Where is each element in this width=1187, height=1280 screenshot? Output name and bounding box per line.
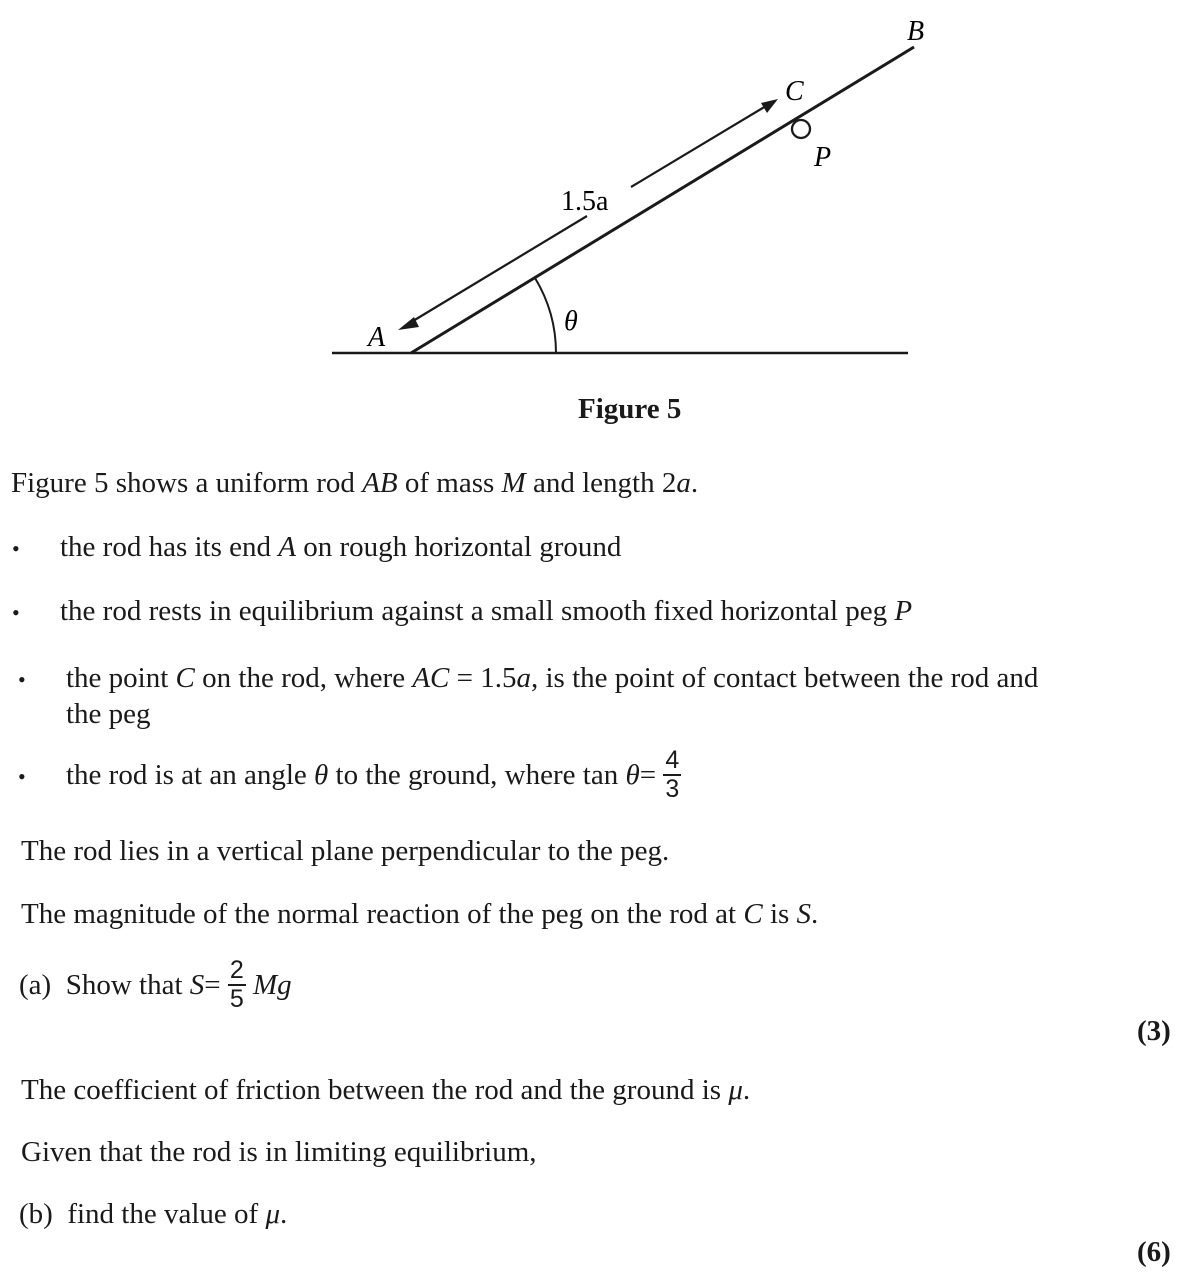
intro-ab: AB (362, 467, 398, 499)
bullet-3-eq: = 1.5 (449, 662, 517, 694)
bullet-1 (60, 530, 621, 564)
part-a-fraction-den: 5 (229, 985, 244, 1013)
intro-m: M (501, 467, 526, 499)
part-a-fraction-num: 2 (229, 956, 244, 984)
dimension-line-upper (631, 106, 766, 187)
label-c: C (785, 76, 804, 107)
plane-line: The rod lies in a vertical plane perpendicular to the peg. (21, 835, 670, 867)
intro-mid: of mass (397, 467, 502, 499)
part-a-pre: Show that (65, 969, 183, 1001)
intro-end: . (690, 467, 699, 499)
bullet-3-a: a (516, 662, 531, 694)
bullet-2-var: P (894, 595, 913, 627)
bullet-1-var: A (278, 531, 296, 563)
bullet-3-mid: on the rod, where (194, 662, 413, 694)
part-a-s: S (189, 969, 205, 1001)
bullet-2-symbol: • (12, 600, 20, 625)
part-a-marks: (3) (1137, 1015, 1171, 1047)
bullet-1-pre: the rod has its end (60, 531, 279, 563)
friction-pre: The coefficient of friction between the rod and the ground is (21, 1074, 729, 1106)
reaction-line (21, 897, 818, 931)
tan-fraction-num: 4 (665, 746, 680, 774)
bullet-4-theta: θ (314, 759, 329, 791)
part-b (19, 1197, 287, 1231)
dimension-line-lower (408, 216, 587, 324)
bullet-3-ac: AC (412, 662, 450, 694)
intro-mid2: and length 2 (525, 467, 677, 499)
reaction-end: . (811, 898, 819, 930)
peg-p (792, 120, 810, 138)
part-a-fraction (228, 957, 246, 1013)
part-b-mu: μ (265, 1198, 280, 1230)
rod-ab (411, 47, 914, 353)
bullet-3-post: , is the point of contact between the rod and (531, 662, 1039, 694)
label-theta: θ (564, 306, 578, 337)
bullet-1-post: on rough horizontal ground (295, 531, 622, 563)
reaction-pre: The magnitude of the normal reaction of the peg on the rod at (21, 898, 744, 930)
friction-end: . (742, 1074, 751, 1106)
label-b: B (907, 16, 925, 47)
arrowhead-c-icon (761, 99, 778, 113)
part-b-marks: (6) (1137, 1236, 1171, 1268)
bullet-2 (60, 594, 912, 628)
bullet-3 (66, 661, 1038, 695)
figure-5-diagram (0, 0, 1187, 440)
tan-fraction-den: 3 (665, 775, 680, 803)
bullet-4 (66, 737, 681, 813)
bullet-4-tan: tan (582, 759, 619, 791)
label-p: P (814, 142, 832, 173)
part-a-mg: Mg (253, 969, 292, 1001)
part-a-label: (a) (19, 969, 52, 1001)
bullet-3-line2: the peg (66, 698, 151, 730)
part-b-end: . (280, 1198, 288, 1230)
bullet-3-symbol: • (18, 667, 26, 692)
length-label: 1.5a (561, 186, 609, 217)
bullet-2-pre: the rod rests in equilibrium against a small smooth fixed horizontal peg (60, 595, 895, 627)
tan-fraction (663, 747, 681, 803)
label-length (561, 186, 609, 217)
bullet-3-pre: the point (66, 662, 176, 694)
friction-line (21, 1073, 750, 1107)
part-a (19, 947, 292, 1023)
reaction-s: S (796, 898, 812, 930)
intro-a: a (676, 467, 691, 499)
part-a-eq: = (204, 969, 221, 1001)
bullet-3-c: C (175, 662, 195, 694)
bullet-4-symbol: • (18, 764, 26, 789)
bullet-4-mid: to the ground, where (335, 759, 576, 791)
part-b-label: (b) (19, 1198, 53, 1230)
bullet-1-symbol: • (12, 536, 20, 561)
reaction-mid: is (762, 898, 797, 930)
bullet-4-eq: = (639, 759, 657, 791)
figure-caption: Figure 5 (578, 393, 682, 425)
intro-pre: Figure 5 shows a uniform rod (11, 467, 363, 499)
limiting-line: Given that the rod is in limiting equilibrium, (21, 1136, 537, 1168)
reaction-c: C (743, 898, 763, 930)
bullet-4-pre: the rod is at an angle (66, 759, 307, 791)
part-b-pre: find the value of (67, 1198, 266, 1230)
friction-mu: μ (728, 1074, 743, 1106)
angle-arc (535, 278, 556, 353)
intro-line (11, 466, 698, 500)
label-a: A (368, 322, 386, 353)
bullet-4-theta2: θ (625, 759, 640, 791)
